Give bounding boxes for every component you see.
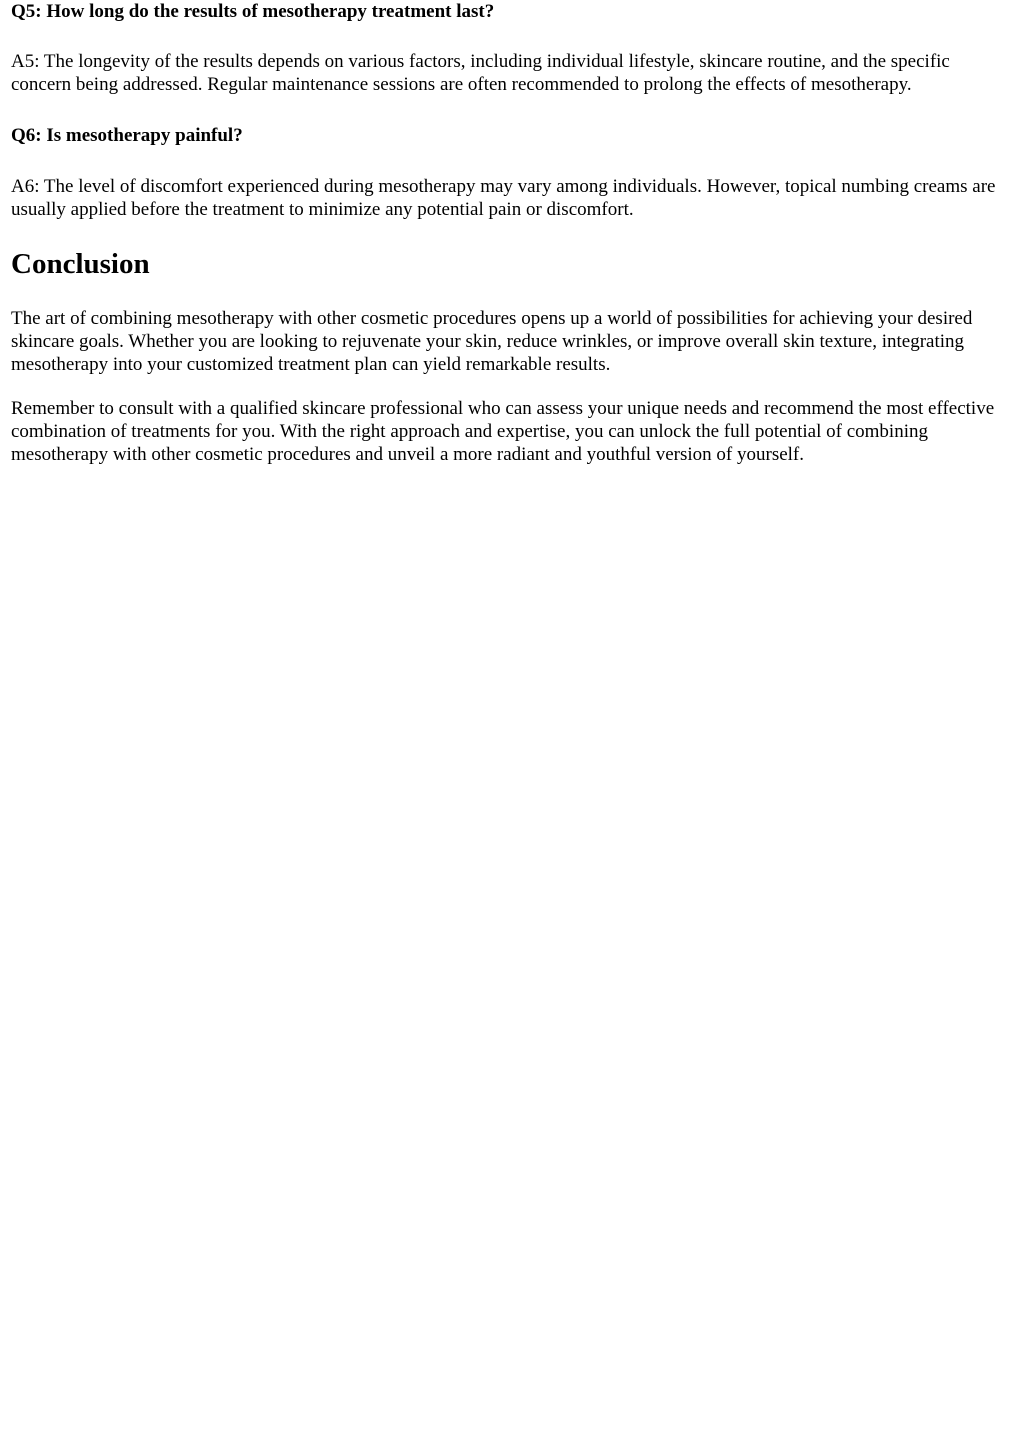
faq-answer-6: A6: The level of discomfort experienced during mesotherapy may vary among individuals. However, topical numbing creams are usually applied before the treatment to minimize any potential pain or discomfort.	[11, 176, 996, 220]
conclusion-paragraph: The art of combining mesotherapy with other cosmetic procedures opens up a world of possibilities for achieving your desired skincare goals. Whether you are looking to rejuvenate your skin, reduce wrinkles, or improve overall skin texture, integrating mesotherapy into your customized treatment plan can yield remarkable results.	[11, 308, 973, 375]
faq-question-5: Q5: How long do the results of mesotherapy treatment last?	[11, 1, 495, 22]
faq-question-6: Q6: Is mesotherapy painful?	[11, 125, 243, 146]
conclusion-paragraph: Remember to consult with a qualified skincare professional who can assess your unique needs and recommend the most effective combination of treatments for you. With the right approach and expertise, you can unlock the full potential of combining mesotherapy with other cosmetic procedures and unveil a more radiant and youthful version of yourself.	[11, 398, 995, 465]
conclusion-heading: Conclusion	[11, 248, 150, 280]
faq-answer-5: A5: The longevity of the results depends on various factors, including individual lifestyle, skincare routine, and the specific concern being addressed. Regular maintenance sessions are often recommended to prolong the effects of mesotherapy.	[11, 51, 950, 95]
